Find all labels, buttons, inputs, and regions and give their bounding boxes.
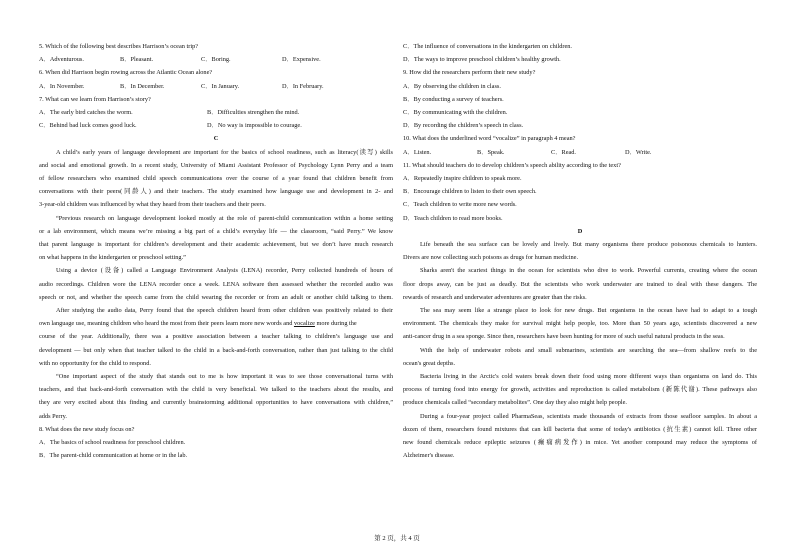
option-6a: A．In November. <box>39 82 85 90</box>
option-9d: D．By recording the children’s speech in class. <box>403 122 524 130</box>
right-column <box>403 40 757 463</box>
option-5c: C．Boring. <box>201 56 231 64</box>
question-10: 10. What does the underlined word “vocalize” in paragraph 4 mean? <box>403 135 576 143</box>
passage-line: or a lab environment, which means we’re missing a big part of a child’s everyday life — the classroom, “said Perry.” We know <box>39 227 393 235</box>
section-c-heading: C <box>213 135 219 143</box>
passage-line: floor drops away, can be just as deadly. But the scientists who work underwater are trained to deal with these dangers. The <box>403 280 757 288</box>
passage-line: with no opportunity for the child to respond. <box>39 359 151 367</box>
passage-line: new found chemicals reduce epileptic seizures (癫痫病发作) in mice. Yet another compound may reduce the symptoms of <box>403 439 757 447</box>
passage-line: course of the year. Additionally, there was a positive association between a teacher talking to children’s language use and <box>39 333 393 341</box>
question-5-options <box>39 53 393 66</box>
passage-line: ocean's great depths. <box>403 359 456 367</box>
question-8: 8. What does the new study focus on? <box>39 425 135 433</box>
option-9a: A．By observing the children in class. <box>403 82 501 90</box>
option-6b: B．In December. <box>120 82 165 90</box>
option-5d: D．Expensive. <box>282 56 321 64</box>
passage-text: more during the <box>314 320 357 328</box>
passage-line: audio recordings. Children wore the LENA recorder once a week. LENA software then assessed whether the recorded audio was <box>39 280 393 288</box>
passage-d <box>403 238 757 462</box>
passage-line: Life beneath the sea surface can be lovely and lively. But many organisms there produce poisonous chemicals to hunters. <box>420 241 757 249</box>
passage-line: they are very excited about this finding and currently brainstorming additional opportunities to have conversations with children,” <box>39 399 393 407</box>
passage-line: on what happens in the kindergarten or preschool setting.” <box>39 254 186 262</box>
passage-line: Divers are now collecting such poisons as drugs for human medicine. <box>403 254 579 262</box>
option-10b: B．Speak. <box>477 148 505 156</box>
passage-line: “One important aspect of the study that stands out to me is how important it was to see those conversational turns with <box>56 373 393 381</box>
option-9b: B．By conducting a survey of teachers. <box>403 95 504 103</box>
page-footer: 第 2 页，共 4 页 <box>374 535 420 542</box>
option-7d: D．No way is impossible to courage. <box>207 122 302 130</box>
passage-line: environment. The chemicals they make for survival might help people, too. More than 50 years ago, scientists discovered a new <box>403 320 757 328</box>
option-7b: B．Difficulties strengthen the mind. <box>207 109 300 117</box>
left-column <box>39 40 393 463</box>
question-7-options-ab <box>39 106 393 119</box>
passage-line: and social and emotional growth. In a recent study, University of Miami Assistant Professor of Psychology Lynn Perry and a team <box>39 161 393 169</box>
question-6: 6. When did Harrison begin rowing across the Atlantic Ocean alone? <box>39 69 213 77</box>
question-9: 9. How did the researchers perform their new study? <box>403 69 536 77</box>
passage-line: process of turning food into energy for growth, activities and reproduction is called metabolism (新陈代谢). These pathways also <box>403 386 757 394</box>
passage-line: 3-year-old children was influenced by what they heard from their teachers and their peers. <box>39 201 266 209</box>
question-5: 5. Which of the following best describes Harrison’s ocean trip? <box>39 43 199 50</box>
option-5a: A．Adventurous. <box>39 56 84 64</box>
section-d-heading: D <box>577 227 583 235</box>
passage-line: speech or not, and whether the speech came from the child wearing the recorder or from an adult or another child talking to them. <box>39 293 393 301</box>
passage-line: conversations with their peers(同龄人) and their teachers. The study examined how language use and development in 2- and <box>39 188 393 196</box>
option-10d: D．Write. <box>625 148 652 156</box>
passage-line: Using a device (设备) called a Language Environment Analysis (LENA) recorder, Perry collected hundreds of hours of <box>56 267 393 275</box>
passage-line: rewards of research and underwater adventures are greater than the risks. <box>403 293 587 301</box>
option-10c: C．Read. <box>551 148 577 156</box>
option-5b: B．Pleasant. <box>120 56 154 64</box>
option-8d: D．The ways to improve preschool children’s healthy growth. <box>403 56 561 64</box>
option-7c: C．Behind bad luck comes good luck. <box>39 122 137 130</box>
option-7a: A．The early bird catches the worm. <box>39 109 133 117</box>
passage-text: own language use, meaning children who heard the most from their peers learn more new words and <box>39 320 294 328</box>
passage-c <box>39 146 393 423</box>
passage-line <box>39 317 393 330</box>
option-8a: A．The basics of school readiness for preschool children. <box>39 439 186 447</box>
option-11c: C．Teach children to write more new words. <box>403 201 517 209</box>
passage-line: A child’s early years of language development are important for the basics of school readiness, such as literacy(读写) skills <box>56 148 393 156</box>
passage-line: dozen of them, researchers found mixtures that can kill bacteria that some of today's antibiotics (抗生素) cannot kill. Three other <box>403 425 757 433</box>
passage-line: that parent language is important for children’s development and their academic achievement, but we don’t have much research <box>39 241 393 249</box>
passage-line: After studying the audio data, Perry found that the speech children heard from other children was positively related to their <box>56 307 393 315</box>
option-10a: A．Listen. <box>403 148 432 156</box>
passage-line: anti-cancer drug in a sea sponge. Since then, researchers have been hunting for more of such useful natural products in the seas. <box>403 333 725 341</box>
question-7: 7. What can we learn from Harrison’s story? <box>39 95 151 103</box>
question-6-options <box>39 80 393 93</box>
underlined-word-vocalize: vocalize <box>293 320 315 328</box>
option-6c: C．In January. <box>201 82 240 90</box>
option-11d: D．Teach children to read more books. <box>403 214 503 222</box>
question-10-options <box>403 146 757 159</box>
option-8c: C．The influence of conversations in the kindergarten on children. <box>403 43 572 50</box>
passage-line: Bacteria living in the Arctic's cold waters break down their food using more different ways than organisms on land do. This <box>420 373 757 381</box>
passage-line: teachers, and that back-and-forth conversation with the child is very beneficial. We talked to the teachers about the results, and <box>39 386 393 394</box>
option-8b: B．The parent-child communication at home or in the lab. <box>39 452 188 460</box>
option-6d: D．In February. <box>282 82 324 90</box>
question-11: 11. What should teachers do to develop children’s speech ability according to the text? <box>403 161 621 169</box>
option-9c: C．By communicating with the children. <box>403 109 508 117</box>
passage-line: With the help of underwater robots and small submarines, scientists are searching the sea—from shallow reefs to the <box>420 346 757 354</box>
passage-line: of fellow researchers who examined child speech communications over the course of a year found that children benefit from <box>39 175 393 183</box>
passage-line: development — but only when that teacher talked to the child in a back-and-forth conversation, rather than just talking to the child <box>39 346 393 354</box>
passage-line: produce chemicals called “secondary metabolites”. One day they also might help people. <box>403 399 627 407</box>
option-11b: B．Encourage children to listen to their own speech. <box>403 188 537 196</box>
passage-line: adds Perry. <box>39 412 67 420</box>
passage-line: “Previous research on language development looked mostly at the role of parent-child communication within a home setting <box>56 214 393 222</box>
passage-line: The sea may seem like a strange place to look for new drugs. But organisms in the ocean have had to adapt to a tough <box>420 307 757 315</box>
question-7-options-cd <box>39 119 393 132</box>
option-11a: A．Repeatedly inspire children to speak more. <box>403 175 522 183</box>
passage-line: During a four-year project called PharmaSeas, scientists made thousands of extracts from those seafloor samples. In about a <box>420 412 757 420</box>
passage-line: Sharks aren't the scariest things in the ocean for scientists who dive to work. Powerful currents, creating where the ocean <box>420 267 757 275</box>
passage-line: Alzheimer's disease. <box>403 452 455 460</box>
